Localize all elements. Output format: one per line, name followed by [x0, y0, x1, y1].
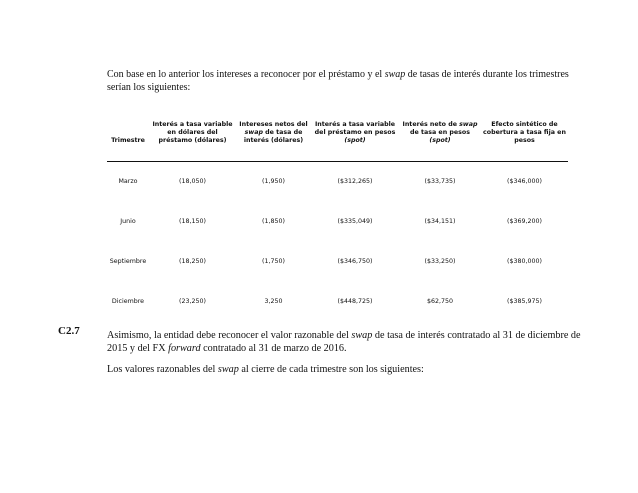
cell-value: ($448,725) — [337, 298, 373, 305]
cell-value: (23,250) — [179, 298, 206, 305]
cell-value: ($346,000) — [507, 178, 542, 185]
cell-value: ($33,250) — [424, 258, 456, 265]
cell-trimestre: Diciembre — [111, 298, 145, 305]
cell-value: ($34,151) — [424, 218, 456, 225]
header-intereses-netos-swap: Intereses netos del swap de tasa de interés (dólares) — [236, 100, 311, 162]
cell-value: (1,950) — [262, 178, 285, 185]
table-row — [107, 282, 568, 322]
cell-value: ($335,049) — [337, 218, 373, 225]
paragraph-fair-value: Asimismo, la entidad debe reconocer el valor razonable del swap de tasa de interés contratado al 31 de diciembre de 2015 y del FX forward contratado al 31 de marzo de 2016. — [107, 330, 581, 354]
cell-value: ($346,750) — [337, 258, 373, 265]
paragraph-swap-values: Los valores razonables del swap al cierre de cada trimestre son los siguientes: — [107, 364, 424, 375]
cell-value: (18,150) — [179, 218, 206, 225]
table-header-row — [107, 100, 568, 162]
header-interes-variable-dolares: Interés a tasa variable en dólares del préstamo (dólares) — [149, 100, 236, 162]
cell-value: ($33,735) — [424, 178, 456, 185]
cell-value: ($369,200) — [507, 218, 542, 225]
cell-value: ($312,265) — [337, 178, 373, 185]
cell-value: ($380,000) — [507, 258, 542, 265]
header-interes-variable-pesos: Interés a tasa variable del préstamo en pesos (spot) — [311, 100, 399, 162]
cell-trimestre: Septiembre — [109, 258, 147, 265]
header-trimestre: Trimestre — [107, 100, 149, 162]
cell-value: (1,850) — [262, 218, 285, 225]
header-efecto-sintetico: Efecto sintético de cobertura a tasa fija en pesos — [481, 100, 568, 162]
cell-trimestre: Marzo — [118, 178, 138, 185]
cell-value: $62,750 — [426, 298, 454, 305]
cell-value: (18,250) — [179, 258, 206, 265]
section-label: C2.7 — [58, 325, 80, 337]
cell-value: ($385,975) — [507, 298, 542, 305]
table-row — [107, 202, 568, 242]
cell-value: (1,750) — [262, 258, 285, 265]
table-row — [107, 242, 568, 282]
interest-table — [107, 100, 568, 322]
table-row — [107, 162, 568, 203]
cell-value: (18,050) — [179, 178, 206, 185]
cell-value: 3,250 — [264, 298, 283, 305]
header-interes-neto-swap-pesos: Interés neto de swap de tasa en pesos (spot) — [399, 100, 481, 162]
cell-trimestre: Junio — [120, 218, 136, 225]
intro-text: Con base en lo anterior los intereses a reconocer por el préstamo y el swap de tasas de interés durante los trimestres serían los siguientes: — [107, 69, 569, 93]
